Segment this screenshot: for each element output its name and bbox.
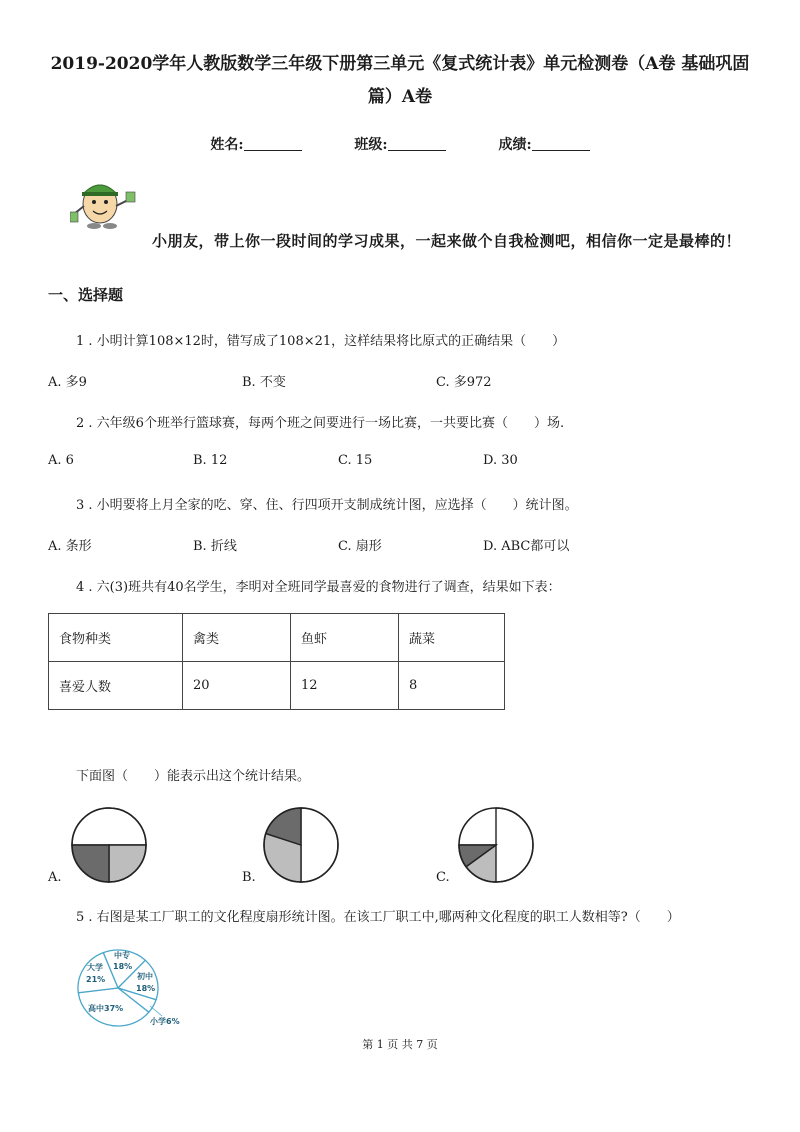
- q4-option-a[interactable]: A.: [48, 870, 62, 885]
- label-chuzhong: 初中: [137, 972, 153, 981]
- question-4-subtext: 下面图（ ）能表示出这个统计结果。: [76, 769, 311, 784]
- table-cell: 蔬菜: [399, 614, 505, 662]
- table-cell: 鱼虾: [291, 614, 399, 662]
- food-survey-table: [48, 613, 505, 710]
- page-footer: 第 1 页 共 7 页: [362, 1038, 438, 1051]
- question-3: 3 . 小明要将上月全家的吃、穿、住、行四项开支制成统计图，应选择（ ）统计图。: [76, 498, 578, 513]
- q4-option-c[interactable]: C.: [436, 870, 450, 885]
- xiaoxue-leader-line: [150, 1006, 162, 1016]
- table-cell: 食物种类: [49, 614, 183, 662]
- q2-option-a[interactable]: A. 6: [48, 453, 74, 468]
- class-blank: [388, 136, 446, 151]
- q4-pie-c[interactable]: [457, 806, 535, 884]
- education-pie-chart: [74, 944, 194, 1030]
- pie-slice: [301, 808, 338, 882]
- question-5: 5 . 右图是某工厂职工的文化程度扇形统计图。在该工厂职工中,哪两种文化程度的职工人数相等?（ ）: [76, 910, 680, 925]
- q1-option-b[interactable]: B. 不变: [242, 375, 286, 390]
- q1-option-c[interactable]: C. 多972: [436, 375, 492, 390]
- q4-option-b[interactable]: B.: [242, 870, 256, 885]
- q1-option-a[interactable]: A. 多9: [48, 375, 87, 390]
- student-info: [0, 134, 800, 154]
- name-blank: [244, 136, 302, 151]
- label-xiaoxue: 小学6%: [150, 1017, 180, 1026]
- class-label: 班级:: [354, 137, 388, 153]
- label-zhongzhuan: 中专: [114, 951, 130, 960]
- label-daxue: 大学: [87, 963, 103, 972]
- q3-option-c[interactable]: C. 扇形: [338, 539, 382, 554]
- q4-pie-b[interactable]: [262, 806, 340, 884]
- table-cell: 喜爱人数: [49, 662, 183, 710]
- pie-slice: [72, 808, 146, 845]
- question-4: 4 . 六(3)班共有40名学生，李明对全班同学最喜爱的食物进行了调查，结果如下表：: [76, 580, 561, 595]
- q3-option-d[interactable]: D. ABC都可以: [483, 539, 570, 554]
- table-cell: 禽类: [183, 614, 291, 662]
- name-label: 姓名:: [210, 137, 244, 153]
- q2-option-b[interactable]: B. 12: [193, 453, 228, 468]
- table-cell: 8: [399, 662, 505, 710]
- question-2: 2 . 六年级6个班举行篮球赛，每两个班之间要进行一场比赛，一共要比赛（ ）场.: [76, 416, 565, 431]
- q3-option-a[interactable]: A. 条形: [48, 539, 92, 554]
- page-title: 2019-2020学年人教版数学三年级下册第三单元《复式统计表》单元检测卷（A卷 基础巩固篇）A卷: [50, 54, 750, 107]
- table-cell: 20: [183, 662, 291, 710]
- mascot-icon: [70, 172, 140, 234]
- encouragement-text: 小朋友，带上你一段时间的学习成果，一起来做个自我检测吧，相信你一定是最棒的！: [152, 232, 742, 250]
- score-blank: [532, 136, 590, 151]
- section-title: 一、选择题: [48, 286, 124, 304]
- table-row: [49, 662, 505, 710]
- label-chuzhong-pct: 18%: [136, 984, 156, 993]
- table-cell: 12: [291, 662, 399, 710]
- q2-option-d[interactable]: D. 30: [483, 453, 518, 468]
- q4-pie-a[interactable]: [70, 806, 148, 884]
- label-daxue-pct: 21%: [86, 975, 106, 984]
- q2-option-c[interactable]: C. 15: [338, 453, 373, 468]
- q3-option-b[interactable]: B. 折线: [193, 539, 237, 554]
- table-row: [49, 614, 505, 662]
- score-label: 成绩:: [498, 137, 532, 153]
- question-1: 1 . 小明计算108×12时，错写成了108×21，这样结果将比原式的正确结果（ ）: [76, 334, 566, 349]
- label-zhongzhuan-pct: 18%: [113, 962, 133, 971]
- label-gaozhong: 高中37%: [88, 1004, 124, 1013]
